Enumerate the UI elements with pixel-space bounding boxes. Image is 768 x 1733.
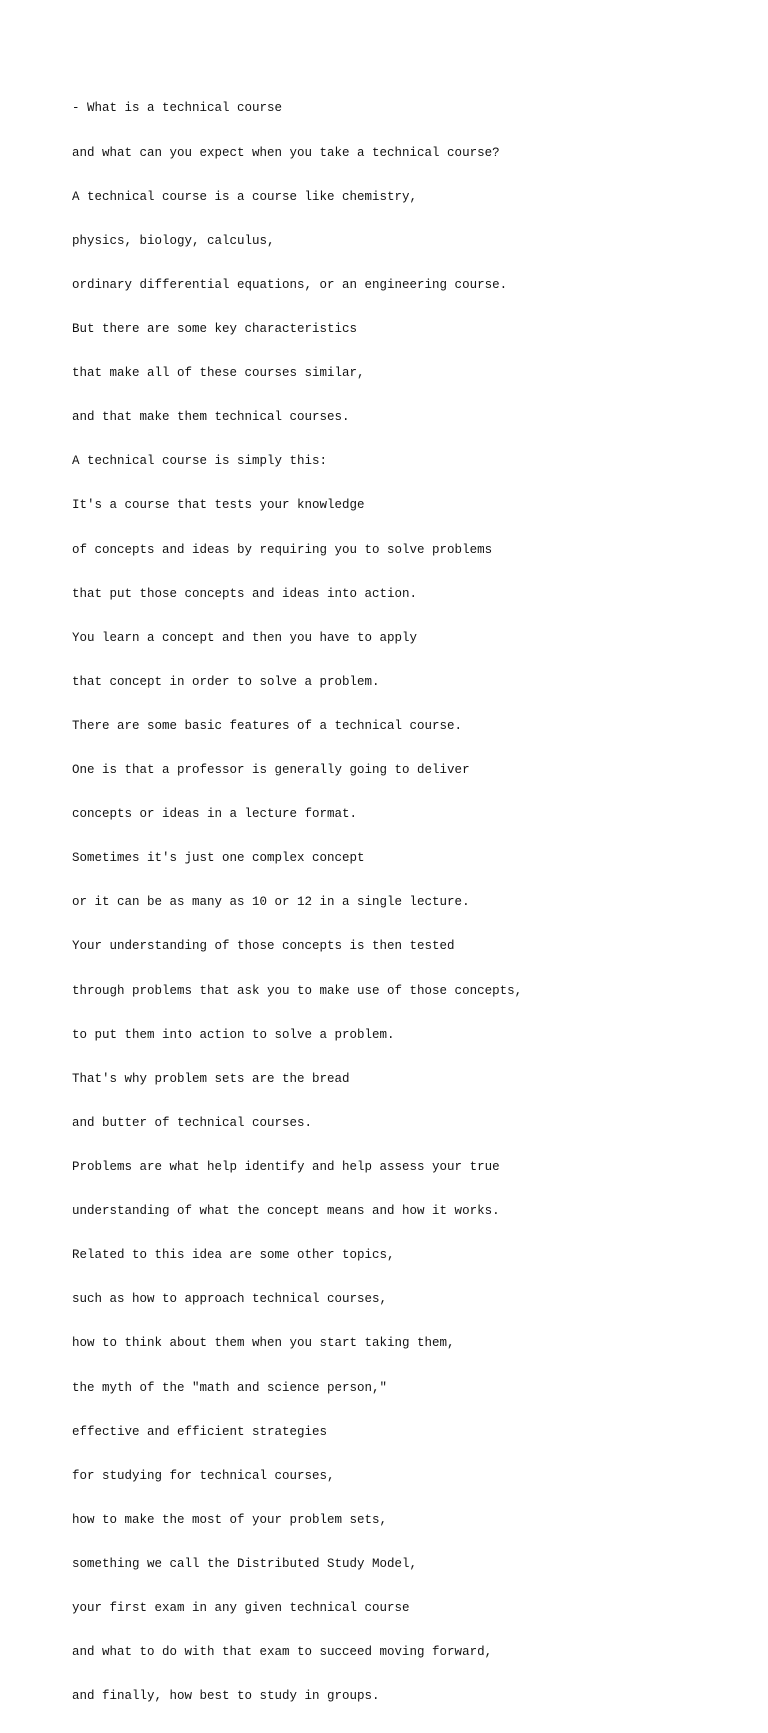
text-line: You learn a concept and then you have to apply xyxy=(72,630,418,645)
text-line: of concepts and ideas by requiring you to solve problems xyxy=(72,542,493,557)
transcript-text xyxy=(72,72,522,1733)
text-line: That's why problem sets are the bread xyxy=(72,1071,350,1086)
text-line: effective and efficient strategies xyxy=(72,1424,328,1439)
text-line: your first exam in any given technical course xyxy=(72,1601,410,1616)
text-line: and finally, how best to study in groups. xyxy=(72,1689,380,1704)
text-line: One is that a professor is generally going to deliver xyxy=(72,763,470,778)
text-line: Related to this idea are some other topics, xyxy=(72,1248,395,1263)
text-line: that concept in order to solve a problem. xyxy=(72,674,380,689)
text-line: and what can you expect when you take a technical course? xyxy=(72,145,500,160)
text-line: A technical course is a course like chemistry, xyxy=(72,189,418,204)
text-line: understanding of what the concept means and how it works. xyxy=(72,1204,500,1219)
text-line: through problems that ask you to make use of those concepts, xyxy=(72,983,523,998)
text-line: and butter of technical courses. xyxy=(72,1115,313,1130)
text-line: Your understanding of those concepts is then tested xyxy=(72,939,455,954)
text-line: It's a course that tests your knowledge xyxy=(72,498,365,513)
text-line: There are some basic features of a technical course. xyxy=(72,718,463,733)
text-line: how to make the most of your problem sets, xyxy=(72,1512,388,1527)
text-line: for studying for technical courses, xyxy=(72,1468,335,1483)
text-line: But there are some key characteristics xyxy=(72,321,358,336)
text-line: and what to do with that exam to succeed moving forward, xyxy=(72,1645,493,1660)
text-line: concepts or ideas in a lecture format. xyxy=(72,807,358,822)
text-line: something we call the Distributed Study Model, xyxy=(72,1557,418,1572)
text-line: and that make them technical courses. xyxy=(72,410,350,425)
text-line: the myth of the "math and science person," xyxy=(72,1380,388,1395)
text-line: to put them into action to solve a problem. xyxy=(72,1027,395,1042)
text-line: Problems are what help identify and help assess your true xyxy=(72,1160,500,1175)
text-line: - What is a technical course xyxy=(72,101,283,116)
text-line: that make all of these courses similar, xyxy=(72,366,365,381)
text-line: physics, biology, calculus, xyxy=(72,233,275,248)
text-line: or it can be as many as 10 or 12 in a single lecture. xyxy=(72,895,470,910)
text-line: Sometimes it's just one complex concept xyxy=(72,851,365,866)
text-line: how to think about them when you start taking them, xyxy=(72,1336,455,1351)
text-line: A technical course is simply this: xyxy=(72,454,328,469)
text-line: that put those concepts and ideas into action. xyxy=(72,586,418,601)
text-line: ordinary differential equations, or an engineering course. xyxy=(72,277,508,292)
text-line: such as how to approach technical courses, xyxy=(72,1292,388,1307)
